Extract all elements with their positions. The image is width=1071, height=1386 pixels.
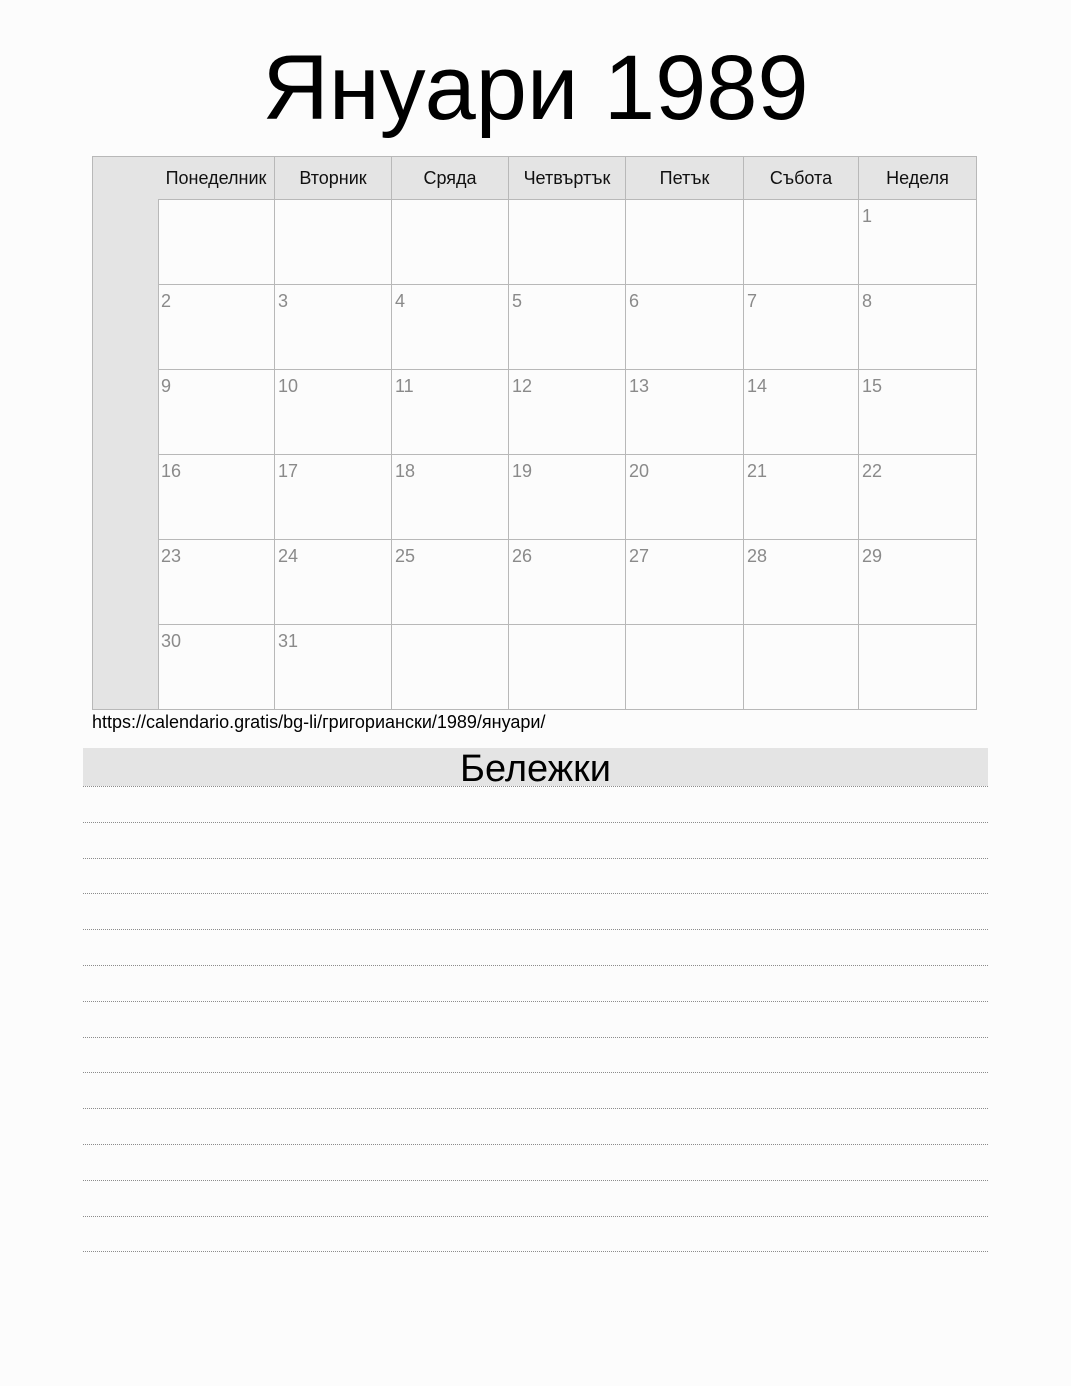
- day-number: 9: [161, 376, 172, 396]
- day-number: 28: [747, 546, 768, 566]
- notes-line: [83, 858, 988, 859]
- day-cell: [158, 540, 275, 625]
- day-number: 10: [278, 376, 299, 396]
- day-number: 18: [395, 461, 416, 481]
- weekday-header: Петък: [626, 157, 744, 200]
- day-cell: [509, 370, 626, 455]
- day-number: 6: [629, 291, 640, 311]
- day-cell: [158, 455, 275, 540]
- day-cell: [158, 200, 275, 285]
- day-number: 26: [512, 546, 533, 566]
- day-cell: [744, 455, 859, 540]
- day-cell: [509, 625, 626, 709]
- day-number: 12: [512, 376, 533, 396]
- day-cell: [392, 285, 509, 370]
- day-number: 15: [862, 376, 883, 396]
- day-cell: [626, 285, 744, 370]
- notes-line: [83, 822, 988, 823]
- weekday-header: Събота: [744, 157, 859, 200]
- day-cell: [626, 625, 744, 709]
- day-cell: [158, 625, 275, 709]
- day-cell: [509, 540, 626, 625]
- notes-line: [83, 1251, 988, 1252]
- day-number: 25: [395, 546, 416, 566]
- day-number: 29: [862, 546, 883, 566]
- day-cell: [859, 540, 976, 625]
- weekday-header: Четвъртък: [509, 157, 626, 200]
- day-cell: [744, 625, 859, 709]
- day-cell: [392, 455, 509, 540]
- day-number: 19: [512, 461, 533, 481]
- day-cell: [744, 200, 859, 285]
- day-number: 3: [278, 291, 289, 311]
- day-cell: [859, 285, 976, 370]
- weekday-header: Неделя: [859, 157, 976, 200]
- day-cell: [744, 370, 859, 455]
- day-cell: [392, 625, 509, 709]
- day-cell: [275, 540, 392, 625]
- day-number: 8: [862, 291, 873, 311]
- day-cell: [158, 370, 275, 455]
- day-number: 30: [161, 631, 182, 651]
- day-cell: [626, 455, 744, 540]
- day-cell: [744, 285, 859, 370]
- day-cell: [626, 540, 744, 625]
- day-number: 2: [161, 291, 172, 311]
- day-number: 14: [747, 376, 768, 396]
- calendar-title: Януари 1989: [262, 37, 809, 139]
- notes-line: [83, 965, 988, 966]
- day-cell: [859, 455, 976, 540]
- day-cell: [275, 455, 392, 540]
- day-cell: [859, 625, 976, 709]
- day-number: 20: [629, 461, 650, 481]
- notes-title: Бележки: [460, 748, 611, 790]
- weekday-header: Понеделник: [158, 157, 275, 200]
- notes-line: [83, 1180, 988, 1181]
- day-cell: [392, 200, 509, 285]
- day-cell: [275, 285, 392, 370]
- day-number: 13: [629, 376, 650, 396]
- day-number: 11: [395, 376, 414, 396]
- day-cell: [626, 200, 744, 285]
- day-number: 31: [278, 631, 299, 651]
- notes-header: [83, 748, 988, 790]
- day-number: 23: [161, 546, 182, 566]
- notes-line: [83, 1001, 988, 1002]
- day-cell: [509, 285, 626, 370]
- day-number: 16: [161, 461, 182, 481]
- notes-line: [83, 1144, 988, 1145]
- day-cell: [626, 370, 744, 455]
- day-cell: [859, 200, 976, 285]
- source-url: https://calendario.gratis/bg-li/григориански/1989/януари/: [92, 712, 546, 732]
- week-number-column: [93, 157, 159, 709]
- day-number: 4: [395, 291, 406, 311]
- day-number: 27: [629, 546, 650, 566]
- calendar-table: [92, 156, 977, 710]
- day-number: 1: [862, 206, 873, 226]
- day-number: 21: [747, 461, 768, 481]
- day-cell: [392, 370, 509, 455]
- notes-line: [83, 1108, 988, 1109]
- day-cell: [392, 540, 509, 625]
- day-number: 24: [278, 546, 299, 566]
- day-cell: [509, 200, 626, 285]
- weekday-header: Сряда: [392, 157, 509, 200]
- notes-line: [83, 893, 988, 894]
- day-cell: [158, 285, 275, 370]
- calendar-grid: [158, 157, 976, 709]
- day-cell: [275, 200, 392, 285]
- notes-line: [83, 1072, 988, 1073]
- day-cell: [275, 370, 392, 455]
- day-number: 7: [747, 291, 758, 311]
- day-number: 22: [862, 461, 883, 481]
- day-cell: [275, 625, 392, 709]
- day-number: 17: [278, 461, 299, 481]
- notes-line: [83, 929, 988, 930]
- day-cell: [744, 540, 859, 625]
- notes-line: [83, 786, 988, 787]
- day-cell: [859, 370, 976, 455]
- day-number: 5: [512, 291, 523, 311]
- weekday-header: Вторник: [275, 157, 392, 200]
- notes-line: [83, 1216, 988, 1217]
- day-cell: [509, 455, 626, 540]
- notes-line: [83, 1037, 988, 1038]
